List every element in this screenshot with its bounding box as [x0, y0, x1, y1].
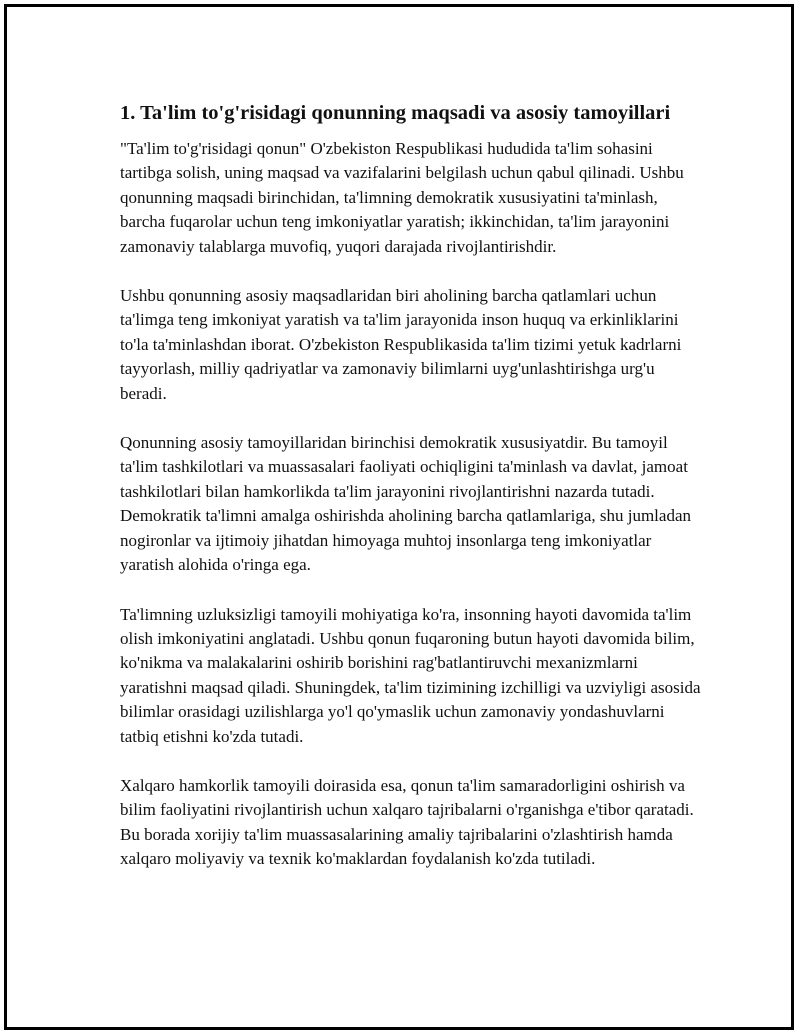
paragraph-5: Xalqaro hamkorlik tamoyili doirasida esa, qonun ta'lim samaradorligini oshirish va bilim faoliyatini rivojlantirish uchun xalqaro tajribalarni o'rganishga e'tibor qaratadi. Bu borada xorijiy ta'lim muassasalarining amaliy tajribalarini o'zlashtirish hamda xalqaro moliyaviy va texnik ko'maklardan foydalanish ko'zda tutiladi. [120, 775, 694, 869]
section-heading: 1. Ta'lim to'g'risidagi qonunning maqsadi va asosiy tamoyillari [120, 102, 671, 124]
paragraph-1: "Ta'lim to'g'risidagi qonun" O'zbekiston Respublikasi hududida ta'lim sohasini tartibga solish, uning maqsad va vazifalarini belgilash uchun qabul qilinadi. Ushbu qonunning maqsadi birinchidan, ta'limning demokratik xususiyatini ta'minlash, barcha fuqarolar uchun teng imkoniyatlar yaratish; ikkinchidan, ta'lim jarayonini zamonaviy talablarga muvofiq, yuqori darajada rivojlantirishdir. [120, 139, 684, 256]
paragraph-2: Ushbu qonunning asosiy maqsadlaridan biri aholining barcha qatlamlari uchun ta'limga teng imkoniyat yaratish va ta'lim jarayonida inson huquq va erkinliklarini to'la ta'minlashdan iborat. O'zbekiston Respublikasida ta'lim tizimi yetuk kadrlarni tayyorlash, milliy qadriyatlar va zamonaviy bilimlarni uyg'unlashtirishga urg'u beradi. [120, 286, 682, 403]
paragraph-3: Qonunning asosiy tamoyillaridan birinchisi demokratik xususiyatdir. Bu tamoyil ta'lim tashkilotlari va muassasalari faoliyati ochiqligini ta'minlash va davlat, jamoat tashkilotlari bilan hamkorlikda ta'lim jarayonini rivojlantirishni nazarda tutadi. Demokratik ta'limni amalga oshirishda aholining barcha qatlamlariga, shu jumladan nogironlar va ijtimoiy jihatdan himoyaga muhtoj insonlarga teng imkoniyatlar yaratish alohida o'ringa ega. [120, 433, 691, 575]
page-border [4, 4, 794, 1030]
paragraph-4: Ta'limning uzluksizligi tamoyili mohiyatiga ko'ra, insonning hayoti davomida ta'lim olish imkoniyatini anglatadi. Ushbu qonun fuqaroning butun hayoti davomida bilim, ko'nikma va malakalarini oshirib borishini rag'batlantiruvchi mexanizmlarni yaratishni maqsad qiladi. Shuningdek, ta'lim tizimining izchilligi va uzviyligi asosida bilimlar orasidagi uzilishlarga yo'l qo'ymaslik uchun zamonaviy yondashuvlarni tatbiq etishni ko'zda tutadi. [120, 604, 701, 746]
document-body [120, 99, 702, 897]
